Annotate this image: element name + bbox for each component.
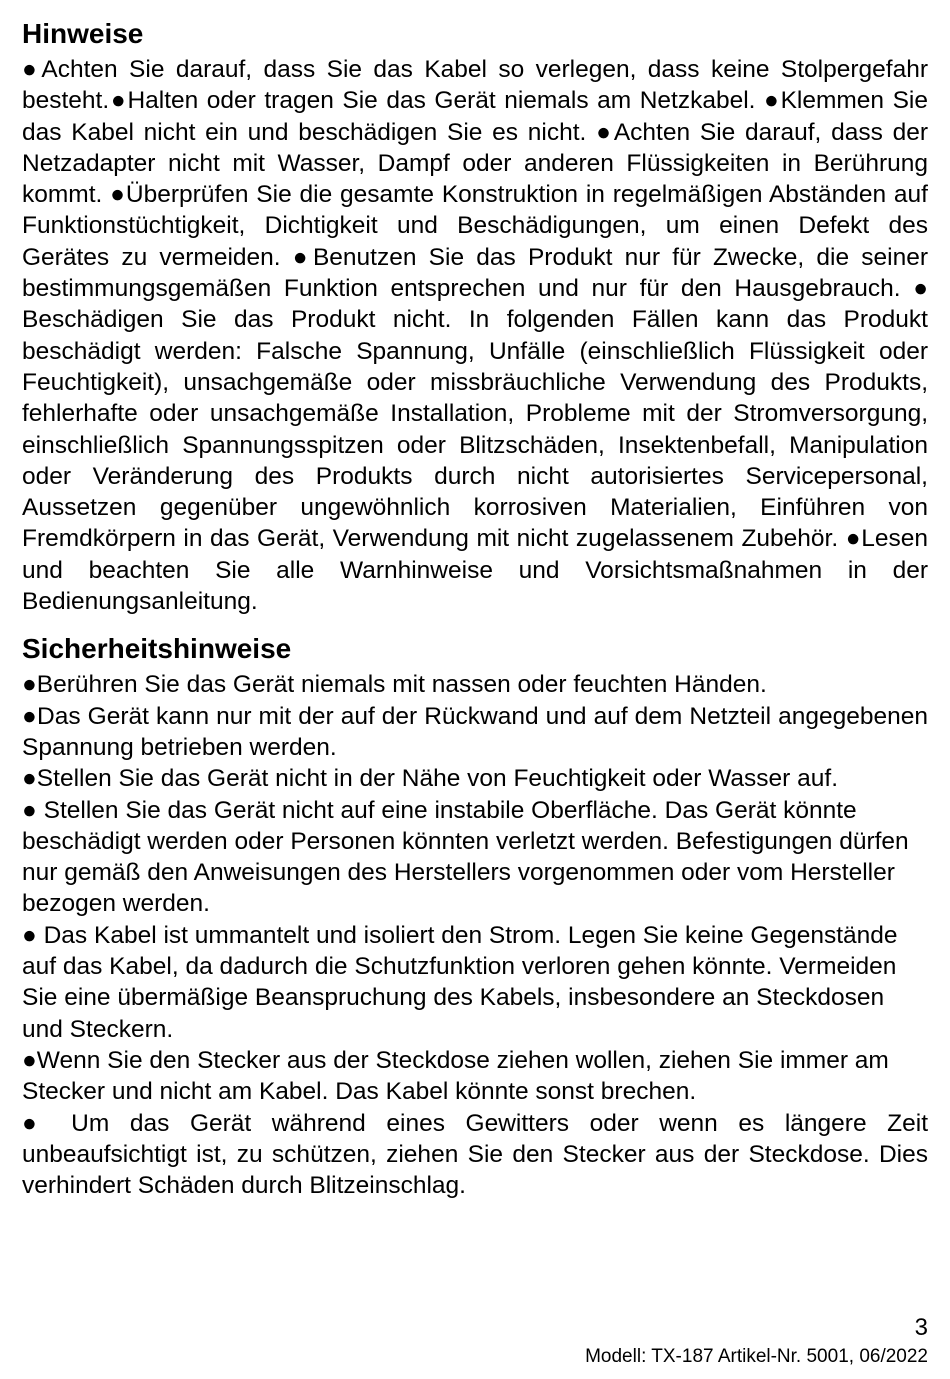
safety-item: ● Stellen Sie das Gerät nicht auf eine instabile Oberfläche. Das Gerät könnte beschädigt werden oder Personen könnten verletzt werden. Befestigungen dürfen nur gemäß den Anweisungen des Herstellers vorgenommen oder vom Hersteller bezogen werden. <box>22 796 909 918</box>
hinweise-paragraph: ●Achten Sie darauf, dass Sie das Kabel so verlegen, dass keine Stolpergefahr besteht.●Halten oder tragen Sie das Gerät niemals am Netzkabel. ●Klemmen Sie das Kabel nicht ein und beschädigen Sie es nicht. ●Achten Sie darauf, dass der Netzadapter nicht mit Wasser, Dampf oder anderen Flüssigkeiten in Berührung kommt. ●Überprüfen Sie die gesamte Konstruktion in regelmäßigen Abständen auf Funktionstüchtigkeit, Dichtigkeit und Beschädigungen, um einen Defekt des Gerätes zu vermeiden. ●Benutzen Sie das Produkt nur für Zwecke, die seiner bestimmungsgemäßen Funktion entsprechen und nur für den Hausgebrauch. ● Beschädigen Sie das Produkt nicht. In folgenden Fällen kann das Produkt beschädigt werden: Falsche Spannung, Unfälle (einschließlich Flüssigkeit oder Feuchtigkeit), unsachgemäße oder missbräuchliche Verwendung des Produkts, fehlerhafte oder unsachgemäße Installation, Probleme mit der Stromversorgung, einschließlich Spannungsspitzen oder Blitzschäden, Insektenbefall, Manipulation oder Veränderung des Produkts durch nicht autorisiertes Servicepersonal, Aussetzen gegenüber ungewöhnlich korrosiven Materialien, Einführen von Fremdkörpern in das Gerät, Verwendung mit nicht zugelassenem Zubehör. ●Lesen und beachten Sie alle Warnhinweise und Vorsichtsmaßnahmen in der Bedienungsanleitung. <box>22 56 928 616</box>
safety-item: ●Stellen Sie das Gerät nicht in der Nähe von Feuchtigkeit oder Wasser auf. <box>22 765 839 793</box>
section-title-hinweise: Hinweise <box>22 18 144 49</box>
safety-list <box>22 669 928 1201</box>
safety-item: ● Um das Gerät während eines Gewitters oder wenn es längere Zeit unbeaufsichtigt ist, zu schützen, ziehen Sie den Stecker aus der Steckdose. Dies verhindert Schäden durch Blitzeinschlag. <box>22 1109 928 1200</box>
safety-item: ●Das Gerät kann nur mit der auf der Rückwand und auf dem Netzteil angegebenen Spannung betrieben werden. <box>22 702 928 761</box>
section-title-sicherheitshinweise: Sicherheitshinweise <box>22 633 292 665</box>
safety-item: ●Berühren Sie das Gerät niemals mit nassen oder feuchten Händen. <box>22 671 767 699</box>
safety-item: ●Wenn Sie den Stecker aus der Steckdose ziehen wollen, ziehen Sie immer am Stecker und nicht am Kabel. Das Kabel könnte sonst brechen. <box>22 1046 889 1106</box>
document-page <box>22 14 928 1201</box>
page-number: 3 <box>914 1314 928 1341</box>
safety-item: ● Das Kabel ist ummantelt und isoliert den Strom. Legen Sie keine Gegenstände auf das Kabel, da dadurch die Schutzfunktion verloren gehen könnte. Vermeiden Sie eine übermäßige Beanspruchung des Kabels, insbesondere an Steckdosen und Steckern. <box>22 921 898 1043</box>
model-info-footer: Modell: TX-187 Artikel-Nr. 5001, 06/2022 <box>585 1346 928 1367</box>
